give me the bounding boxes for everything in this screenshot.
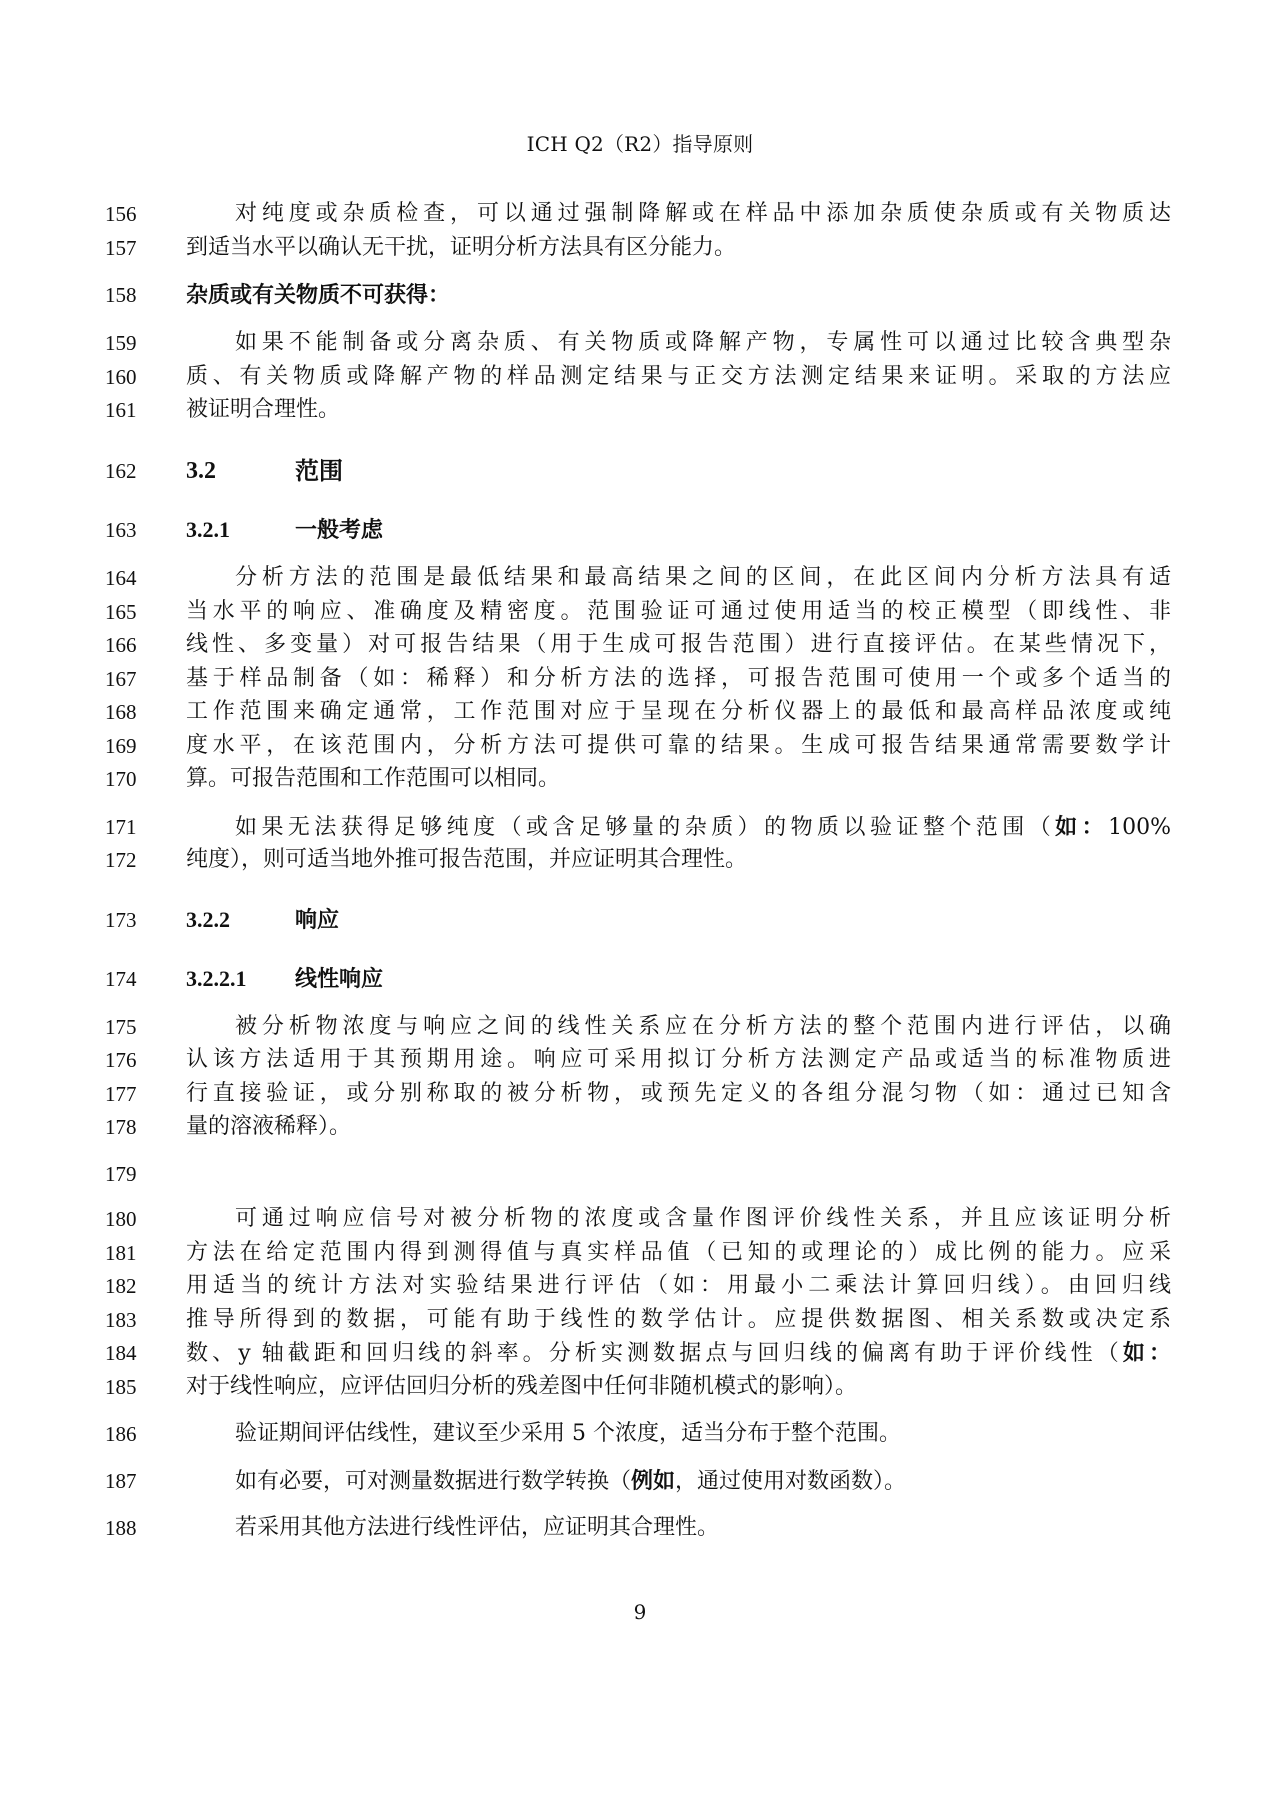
paragraph-text: 被证明合理性。 [186,397,341,422]
text-line [0,1464,1280,1498]
text-line [0,1010,1280,1044]
paragraph-text: 被分析物浓度与响应之间的线性关系应在分析方法的整个范围内进行评估，以确 [235,1014,1171,1039]
section-heading [0,903,1280,937]
paragraph-text: 验证期间评估线性，建议至少采用 5 个浓度，适当分布于整个范围。 [235,1421,901,1446]
line-number: 160 [105,365,137,389]
line-number: 165 [105,600,137,624]
text-line [0,595,1280,629]
line-number: 188 [105,1516,137,1540]
line-number: 175 [105,1015,137,1039]
section-heading [0,454,1280,488]
text-line [0,1303,1280,1337]
line-number: 176 [105,1048,137,1072]
paragraph-text: 可通过响应信号对被分析物的浓度或含量作图评价线性关系，并且应该证明分析 [235,1206,1171,1231]
line-number: 166 [105,633,137,657]
paragraph-text: 方法在给定范围内得到测得值与真实样品值（已知的或理论的）成比例的能力。应采 [186,1240,1171,1265]
paragraph-text: 分析方法的范围是最低结果和最高结果之间的区间，在此区间内分析方法具有适 [235,565,1171,590]
text-line [0,1269,1280,1303]
text-line [0,1336,1280,1370]
line-number: 178 [105,1115,137,1139]
section-title: 一般考虑 [295,517,384,543]
paragraph-text [186,1336,1171,1371]
paragraph-text: 质、有关物质或降解产物的样品测定结果与正交方法测定结果来证明。采取的方法应 [186,364,1171,389]
text-line [0,326,1280,360]
line-number: 183 [105,1308,137,1332]
paragraph-text: 若采用其他方法进行线性评估，应证明其合理性。 [235,1515,720,1540]
text-line [0,729,1280,763]
section-title: 响应 [295,907,340,933]
text-line [0,278,1280,312]
line-number: 187 [105,1469,137,1493]
page-number: 9 [633,1600,647,1624]
line-number: 172 [105,848,137,872]
line-number: 164 [105,566,137,590]
text-line [0,843,1280,877]
paragraph-text: 推导所得到的数据，可能有助于线性的数学估计。应提供数据图、相关系数或决定系 [186,1307,1171,1332]
paragraph-text: 工作范围来确定通常，工作范围对应于呈现在分析仪器上的最低和最高样品浓度或纯 [186,699,1171,724]
paragraph-text: 当水平的响应、准确度及精密度。范围验证可通过使用适当的校正模型（即线性、非 [186,599,1171,624]
line-number: 181 [105,1241,137,1265]
line-number: 179 [105,1162,137,1186]
section-number: 3.2.2.1 [186,966,247,991]
paragraph-text: 如果不能制备或分离杂质、有关物质或降解产物，专属性可以通过比较含典型杂 [235,330,1171,355]
section-number: 3.2 [186,458,216,484]
line-number: 171 [105,815,137,839]
text-line [0,628,1280,662]
text-line [0,561,1280,595]
line-number: 168 [105,700,137,724]
paragraph-text: 对纯度或杂质检查，可以通过强制降解或在样品中添加杂质使杂质或有关物质达 [235,201,1171,226]
paragraph-text: 线性、多变量）对可报告结果（用于生成可报告范围）进行直接评估。在某些情况下， [186,632,1171,657]
paragraph-text: 对于线性响应，应评估回归分析的残差图中任何非随机模式的影响）。 [186,1374,858,1399]
text-line [0,197,1280,231]
paragraph-text: 行直接验证，或分别称取的被分析物，或预先定义的各组分混匀物（如：通过已知含 [186,1081,1171,1106]
line-number: 163 [105,518,137,542]
line-number: 185 [105,1375,137,1399]
text-line [0,1236,1280,1270]
subheading-text: 杂质或有关物质不可获得： [186,282,451,308]
section-heading [0,513,1280,547]
text-line [0,1417,1280,1451]
line-number: 173 [105,908,137,932]
text-line [0,1043,1280,1077]
text-line [0,1511,1280,1545]
text-run: 100% [1108,815,1171,840]
paragraph-text [235,1464,1171,1499]
paragraph-text: 基于样品制备（如：稀释）和分析方法的选择，可报告范围可使用一个或多个适当的 [186,666,1171,691]
line-number: 184 [105,1341,137,1365]
line-number: 169 [105,734,137,758]
text-line [0,231,1280,265]
section-heading [0,962,1280,996]
text-run: 如果无法获得足够纯度（或含足够量的杂质）的物质以验证整个范围（ [235,815,1056,840]
line-number: 158 [105,283,137,307]
line-number: 170 [105,767,137,791]
paragraph-text: 纯度），则可适当地外推可报告范围，并应证明其合理性。 [186,847,748,872]
text-line [0,810,1280,844]
text-line [0,393,1280,427]
text-line [0,1157,1280,1191]
line-number: 174 [105,967,137,991]
section-number: 3.2.2 [186,907,230,932]
paragraph-text: 算。可报告范围和工作范围可以相同。 [186,766,561,791]
line-number: 182 [105,1274,137,1298]
emphasis-text: 如： [1122,1340,1171,1366]
emphasis-text: 如： [1055,814,1109,840]
paragraph-text: 到适当水平以确认无干扰，证明分析方法具有区分能力。 [186,235,737,260]
text-line [0,762,1280,796]
text-run: ，通过使用对数函数）。 [675,1469,907,1494]
text-line [0,1202,1280,1236]
page-header: ICH Q2（R2）指导原则 [526,132,754,156]
line-number: 161 [105,398,137,422]
line-number: 177 [105,1082,137,1106]
line-number: 159 [105,331,137,355]
line-number: 186 [105,1422,137,1446]
text-line [0,1370,1280,1404]
line-number: 162 [105,459,137,483]
emphasis-text: 例如 [631,1468,676,1494]
section-title: 线性响应 [295,966,384,992]
line-number: 156 [105,202,137,226]
paragraph-text: 量的溶液稀释）。 [186,1114,352,1139]
section-number: 3.2.1 [186,517,230,542]
text-line [0,662,1280,696]
line-number: 180 [105,1207,137,1231]
paragraph-text [235,810,1171,845]
section-title: 范围 [295,456,343,485]
text-line [0,1077,1280,1111]
text-run: 数、y 轴截距和回归线的斜率。分析实测数据点与回归线的偏离有助于评价线性（ [186,1341,1123,1366]
paragraph-text: 度水平，在该范围内，分析方法可提供可靠的结果。生成可报告结果通常需要数学计 [186,733,1171,758]
line-number: 167 [105,667,137,691]
paragraph-text: 用适当的统计方法对实验结果进行评估（如：用最小二乘法计算回归线）。由回归线 [186,1273,1171,1298]
line-number: 157 [105,236,137,260]
paragraph-text: 认该方法适用于其预期用途。响应可采用拟订分析方法测定产品或适当的标准物质进 [186,1047,1171,1072]
text-line [0,1110,1280,1144]
text-line [0,695,1280,729]
text-run: 如有必要，可对测量数据进行数学转换（ [235,1469,632,1494]
text-line [0,360,1280,394]
